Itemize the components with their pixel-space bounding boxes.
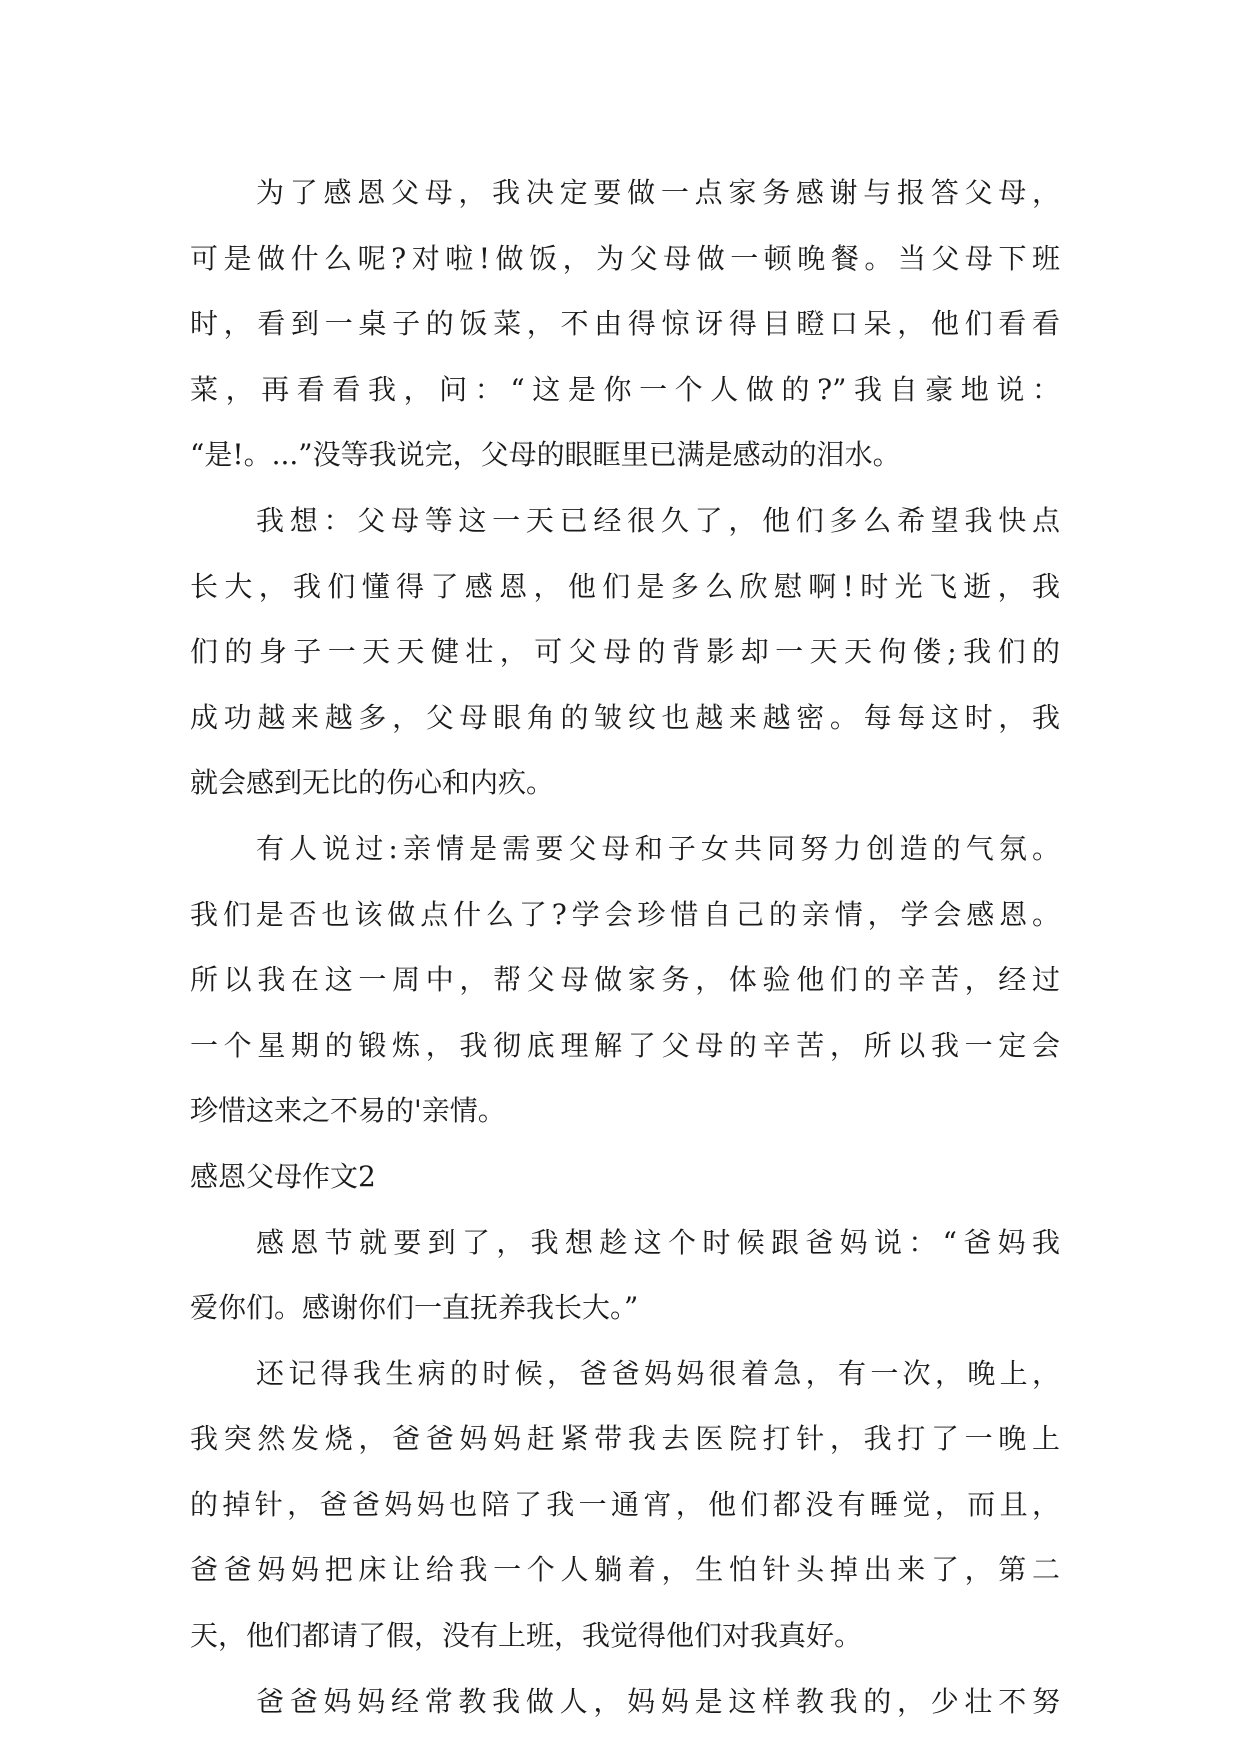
paragraph-line: 为了感恩父母，我决定要做一点家务感谢与报答父母， bbox=[256, 176, 1060, 209]
paragraph-line: “是!。...”没等我说完，父母的眼眶里已满是感动的泪水。 bbox=[190, 438, 901, 472]
paragraph-line: 就会感到无比的伤心和内疚。 bbox=[190, 766, 555, 800]
document-body bbox=[190, 160, 1060, 1734]
paragraph-line: 我们是否也该做点什么了?学会珍惜自己的亲情，学会感恩。 bbox=[190, 897, 1060, 931]
paragraph-line: 我想：父母等这一天已经很久了，他们多么希望我快点 bbox=[256, 503, 1060, 537]
paragraph-line: 长大，我们懂得了感恩，他们是多么欣慰啊!时光飞逝，我 bbox=[190, 569, 1060, 603]
paragraph-line: 可是做什么呢?对啦!做饭，为父母做一顿晚餐。当父母下班 bbox=[190, 241, 1060, 275]
paragraph-line: 时，看到一桌子的饭菜，不由得惊讶得目瞪口呆，他们看看 bbox=[190, 307, 1060, 341]
paragraph-line: 爸爸妈妈把床让给我一个人躺着，生怕针头掉出来了，第二 bbox=[190, 1553, 1060, 1587]
paragraph-line: 所以我在这一周中，帮父母做家务，体验他们的辛苦，经过 bbox=[190, 963, 1060, 997]
paragraph-line: 一个星期的锻炼，我彻底理解了父母的辛苦，所以我一定会 bbox=[190, 1028, 1060, 1062]
section-heading: 感恩父母作文2 bbox=[190, 1159, 376, 1193]
paragraph-line: 菜，再看看我，问：“这是你一个人做的?”我自豪地说： bbox=[190, 372, 1060, 406]
paragraph-line: 珍惜这来之不易的'亲情。 bbox=[190, 1094, 506, 1128]
paragraph-line: 还记得我生病的时候，爸爸妈妈很着急，有一次，晚上， bbox=[256, 1356, 1060, 1390]
paragraph-line: 的掉针，爸爸妈妈也陪了我一通宵，他们都没有睡觉，而且， bbox=[190, 1487, 1060, 1521]
paragraph-line: 我突然发烧，爸爸妈妈赶紧带我去医院打针，我打了一晚上 bbox=[190, 1422, 1060, 1456]
paragraph-line: 感恩节就要到了，我想趁这个时候跟爸妈说：“爸妈我 bbox=[256, 1225, 1060, 1259]
paragraph-line: 成功越来越多，父母眼角的皱纹也越来越密。每每这时，我 bbox=[190, 700, 1060, 734]
paragraph-line: 爸爸妈妈经常教我做人，妈妈是这样教我的，少壮不努 bbox=[256, 1684, 1060, 1718]
paragraph-line: 们的身子一天天健壮，可父母的背影却一天天佝偻;我们的 bbox=[190, 635, 1060, 669]
paragraph-line: 爱你们。感谢你们一直抚养我长大。” bbox=[190, 1291, 639, 1325]
paragraph-line: 天，他们都请了假，没有上班，我觉得他们对我真好。 bbox=[190, 1619, 863, 1653]
paragraph-line: 有人说过:亲情是需要父母和子女共同努力创造的气氛。 bbox=[256, 831, 1060, 865]
